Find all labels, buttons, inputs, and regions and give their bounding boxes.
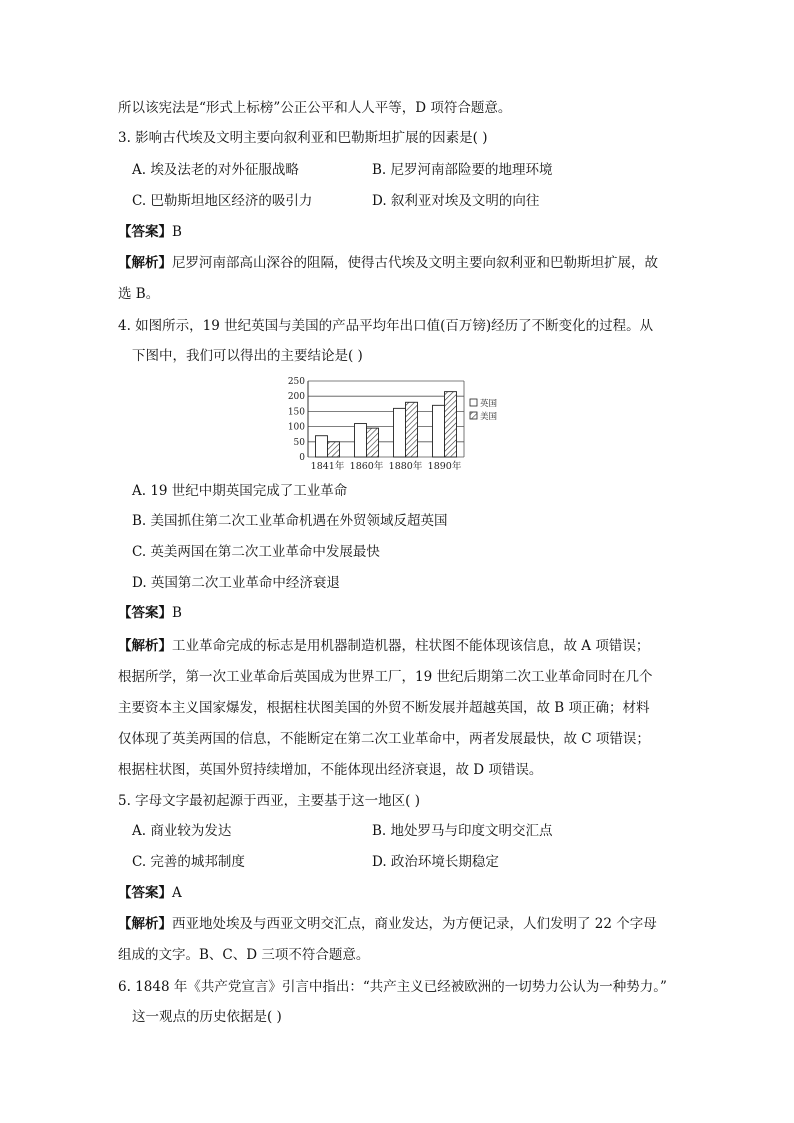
y-tick-label: 100 (287, 422, 305, 433)
q4-analysis-line5: 根据柱状图，英国外贸持续增加，不能体现出经济衰退，故 D 项错误。 (118, 762, 543, 778)
x-tick-label: 1890年 (427, 461, 462, 472)
q3-option-d: D. 叙利亚对埃及文明的向往 (372, 193, 540, 209)
q3-answer-value: B (172, 224, 182, 240)
bar-us (406, 402, 418, 457)
bar-uk (394, 408, 406, 457)
q4-analysis-line3: 主要资本主义国家爆发，根据柱状图美国的外贸不断发展并超越英国，故 B 项正确；材料 (118, 700, 650, 716)
q4-analysis-tag: 【解析】 (118, 638, 172, 654)
intro-text: 所以该宪法是“形式上标榜”公正公平和人人平等，D 项符合题意。 (118, 100, 512, 116)
q5-option-b: B. 地处罗马与印度文明交汇点 (372, 823, 553, 839)
q3-answer-tag: 【答案】 (118, 224, 172, 240)
q5-answer (118, 883, 182, 903)
bar-us (367, 428, 379, 457)
q5-answer-value: A (172, 885, 182, 901)
chart-y-ticks (288, 377, 305, 463)
y-tick-label: 250 (287, 377, 305, 387)
q4-option-c: C. 英美两国在第二次工业革命中发展最快 (132, 544, 380, 560)
q4-answer-tag: 【答案】 (118, 605, 172, 621)
export-bar-chart (282, 376, 498, 474)
legend-swatch (470, 412, 477, 419)
q3-stem: 3. 影响古代埃及文明主要向叙利亚和巴勒斯坦扩展的因素是( ) (118, 130, 488, 146)
q4-answer-value: B (172, 605, 182, 621)
q4-stem-line2: 下图中，我们可以得出的主要结论是( ) (132, 348, 363, 364)
legend-label: 美国 (480, 412, 498, 422)
q3-analysis-tag: 【解析】 (118, 255, 172, 271)
q4-stem-line1: 4. 如图所示，19 世纪英国与美国的产品平均年出口值(百万镑)经历了不断变化的过程。从 (118, 318, 654, 334)
y-tick-label: 50 (293, 437, 305, 448)
y-tick-label: 0 (299, 453, 305, 463)
x-tick-label: 1841年 (310, 461, 345, 472)
bar-us (445, 392, 457, 457)
q3-analysis-line2: 选 B。 (118, 286, 160, 302)
q6-stem-line1: 6. 1848 年《共产党宣言》引言中指出：“共产主义已经被欧洲的一切势力公认为一种势力。” (118, 979, 667, 995)
q5-analysis-line2: 组成的文字。B、C、D 三项不符合题意。 (118, 947, 370, 963)
q3-analysis-text: 尼罗河南部高山深谷的阻隔，使得古代埃及文明主要向叙利亚和巴勒斯坦扩展，故 (172, 255, 658, 271)
q5-option-d: D. 政治环境长期稳定 (372, 854, 499, 870)
q3-option-b: B. 尼罗河南部险要的地理环境 (372, 162, 553, 178)
q5-option-c: C. 完善的城邦制度 (132, 854, 245, 870)
legend-swatch (470, 399, 477, 406)
q4-option-b: B. 美国抓住第二次工业革命机遇在外贸领域反超英国 (132, 513, 448, 529)
chart-x-ticks (311, 460, 462, 472)
q4-answer (118, 603, 182, 623)
x-tick-label: 1880年 (388, 461, 423, 472)
q3-analysis (118, 253, 658, 273)
q4-option-d: D. 英国第二次工业革命中经济衰退 (132, 575, 340, 591)
q3-option-c: C. 巴勒斯坦地区经济的吸引力 (132, 193, 313, 209)
q4-analysis-text: 工业革命完成的标志是用机器制造机器，柱状图不能体现该信息，故 A 项错误； (172, 638, 650, 654)
q6-stem-line2: 这一观点的历史依据是( ) (132, 1009, 282, 1025)
q3-option-a: A. 埃及法老的对外征服战略 (132, 162, 299, 178)
q4-analysis-line2: 根据所学，第一次工业革命后英国成为世界工厂，19 世纪后期第二次工业革命同时在几个 (118, 669, 653, 685)
bar-uk (433, 405, 445, 457)
q5-analysis (118, 914, 657, 934)
q4-analysis-line4: 仅体现了英美两国的信息，不能断定在第二次工业革命中，两者发展最快，故 C 项错误； (118, 731, 650, 747)
y-tick-label: 150 (287, 407, 305, 418)
x-tick-label: 1860年 (349, 461, 384, 472)
chart-legend (470, 398, 498, 422)
q5-stem: 5. 字母文字最初起源于西亚，主要基于这一地区( ) (118, 793, 420, 809)
q5-answer-tag: 【答案】 (118, 885, 172, 901)
bar-uk (355, 424, 367, 457)
bar-us (328, 442, 340, 457)
q5-analysis-tag: 【解析】 (118, 916, 172, 932)
q4-analysis (118, 636, 649, 656)
bar-uk (316, 436, 328, 457)
q3-answer (118, 222, 182, 242)
q5-option-a: A. 商业较为发达 (132, 823, 232, 839)
q5-analysis-text: 西亚地处埃及与西亚文明交汇点，商业发达，为方便记录，人们发明了 22 个字母 (172, 916, 657, 932)
chart-bars (316, 392, 457, 457)
q4-option-a: A. 19 世纪中期英国完成了工业革命 (132, 483, 348, 499)
legend-label: 英国 (480, 399, 498, 409)
y-tick-label: 200 (287, 392, 305, 403)
